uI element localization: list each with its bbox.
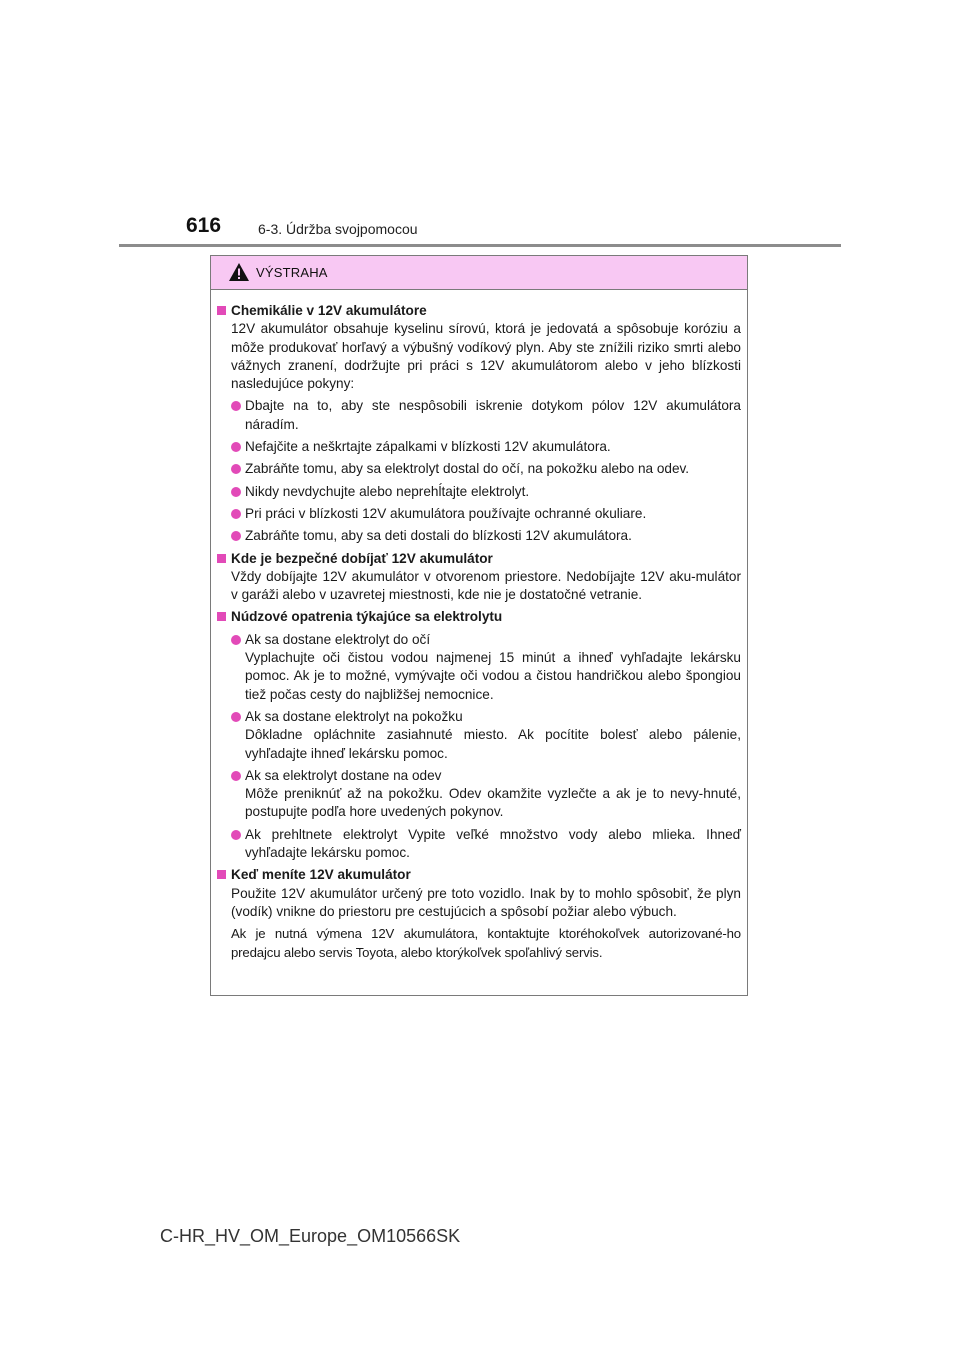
section-emergency-measures xyxy=(217,608,741,862)
item-title: Ak sa elektrolyt dostane na odev xyxy=(245,767,442,783)
section-heading: Kde je bezpečné dobíjať 12V akumulátor xyxy=(217,550,741,568)
round-bullet-icon xyxy=(231,487,241,497)
round-bullet-icon xyxy=(231,712,241,722)
section-title: 6-3. Údržba svojpomocou xyxy=(258,221,418,237)
item-text: Dôkladne opláchnite zasiahnuté miesto. Ak pocítite bolesť alebo pálenie, vyhľadajte ihneď lekársku pomoc. xyxy=(245,727,741,761)
round-bullet-icon xyxy=(231,531,241,541)
section-heading: Núdzové opatrenia týkajúce sa elektrolytu xyxy=(217,608,741,626)
section-body: Použite 12V akumulátor určený pre toto vozidlo. Inak by to mohlo spôsobiť, že plyn (vodík) vnikne do priestoru pre cestujúcich a spôsobí požiar alebo výbuch. xyxy=(231,885,741,919)
warning-header xyxy=(211,256,747,290)
list-item: Pri práci v blízkosti 12V akumulátora používajte ochranné okuliare. xyxy=(217,505,741,523)
list-item xyxy=(217,826,741,863)
item-text: Ak prehltnete elektrolyt Vypite veľké množstvo vody alebo mlieka. Ihneď vyhľadajte lekársku pomoc. xyxy=(245,826,741,861)
round-bullet-icon xyxy=(231,771,241,781)
section-battery-chemicals xyxy=(217,302,741,546)
warning-content xyxy=(211,290,747,962)
section-body: 12V akumulátor obsahuje kyselinu sírovú, ktorá je jedovatá a spôsobuje koróziu a môže produkovať horľavý a výbušný vodíkový plyn. Aby ste znížili riziko smrti alebo vážnych zranení, dodržujte pri práci s 12V akumulátorom alebo v jeho blízkosti nasledujúce pokyny: xyxy=(231,321,741,392)
warning-triangle-icon xyxy=(228,262,250,282)
section-body: Vždy dobíjajte 12V akumulátor v otvorenom priestore. Nedobíjajte 12V aku-mulátor v garáži alebo v uzavretej miestnosti, kde nie je dostatočné vetranie. xyxy=(231,568,741,603)
list-item xyxy=(217,708,741,763)
round-bullet-icon xyxy=(231,635,241,645)
round-bullet-icon xyxy=(231,401,241,411)
square-bullet-icon xyxy=(217,612,226,621)
warning-title: VÝSTRAHA xyxy=(256,265,328,280)
section-replacing-battery xyxy=(217,866,741,961)
list-item: Nefajčite a neškrtajte zápalkami v blízkosti 12V akumulátora. xyxy=(217,438,741,456)
list-item: Zabráňte tomu, aby sa elektrolyt dostal do očí, na pokožku alebo na odev. xyxy=(217,460,741,478)
list-item: Nikdy nevdychujte alebo neprehĺtajte elektrolyt. xyxy=(217,483,741,501)
warning-box xyxy=(210,255,748,996)
section-heading: Keď meníte 12V akumulátor xyxy=(217,866,741,884)
page-number: 616 xyxy=(186,214,222,237)
round-bullet-icon xyxy=(231,464,241,474)
item-title: Ak sa dostane elektrolyt do očí xyxy=(245,631,431,647)
item-title: Ak sa dostane elektrolyt na pokožku xyxy=(245,708,463,724)
section-body: Ak je nutná výmena 12V akumulátora, kontaktujte ktoréhokoľvek autorizované-ho predajcu alebo servis Toyota, alebo ktorýkoľvek spoľahlivý servis. xyxy=(231,926,741,960)
square-bullet-icon xyxy=(217,306,226,315)
section-heading: Chemikálie v 12V akumulátore xyxy=(217,302,741,320)
list-item xyxy=(217,631,741,704)
section-safe-charging xyxy=(217,550,741,605)
list-item: Dbajte na to, aby ste nespôsobili iskrenie dotykom pólov 12V akumulátora náradím. xyxy=(217,397,741,434)
round-bullet-icon xyxy=(231,442,241,452)
square-bullet-icon xyxy=(217,554,226,563)
round-bullet-icon xyxy=(231,509,241,519)
square-bullet-icon xyxy=(217,870,226,879)
header-divider xyxy=(119,244,841,247)
list-item xyxy=(217,767,741,822)
round-bullet-icon xyxy=(231,830,241,840)
item-text: Vyplachujte oči čistou vodou najmenej 15 minút a ihneď vyhľadajte lekársku pomoc. Ak je to možné, vymývajte oči vodou a čistou handričkou alebo špongiou tiež počas cesty do najbližšej nemocnice. xyxy=(245,650,741,702)
item-text: Môže preniknúť až na pokožku. Odev okamžite vyzlečte a ak je to nevy-hnuté, postupujte podľa hore uvedených pokynov. xyxy=(245,786,741,820)
document-code: C-HR_HV_OM_Europe_OM10566SK xyxy=(160,1226,461,1246)
list-item: Zabráňte tomu, aby sa deti dostali do blízkosti 12V akumulátora. xyxy=(217,527,741,545)
